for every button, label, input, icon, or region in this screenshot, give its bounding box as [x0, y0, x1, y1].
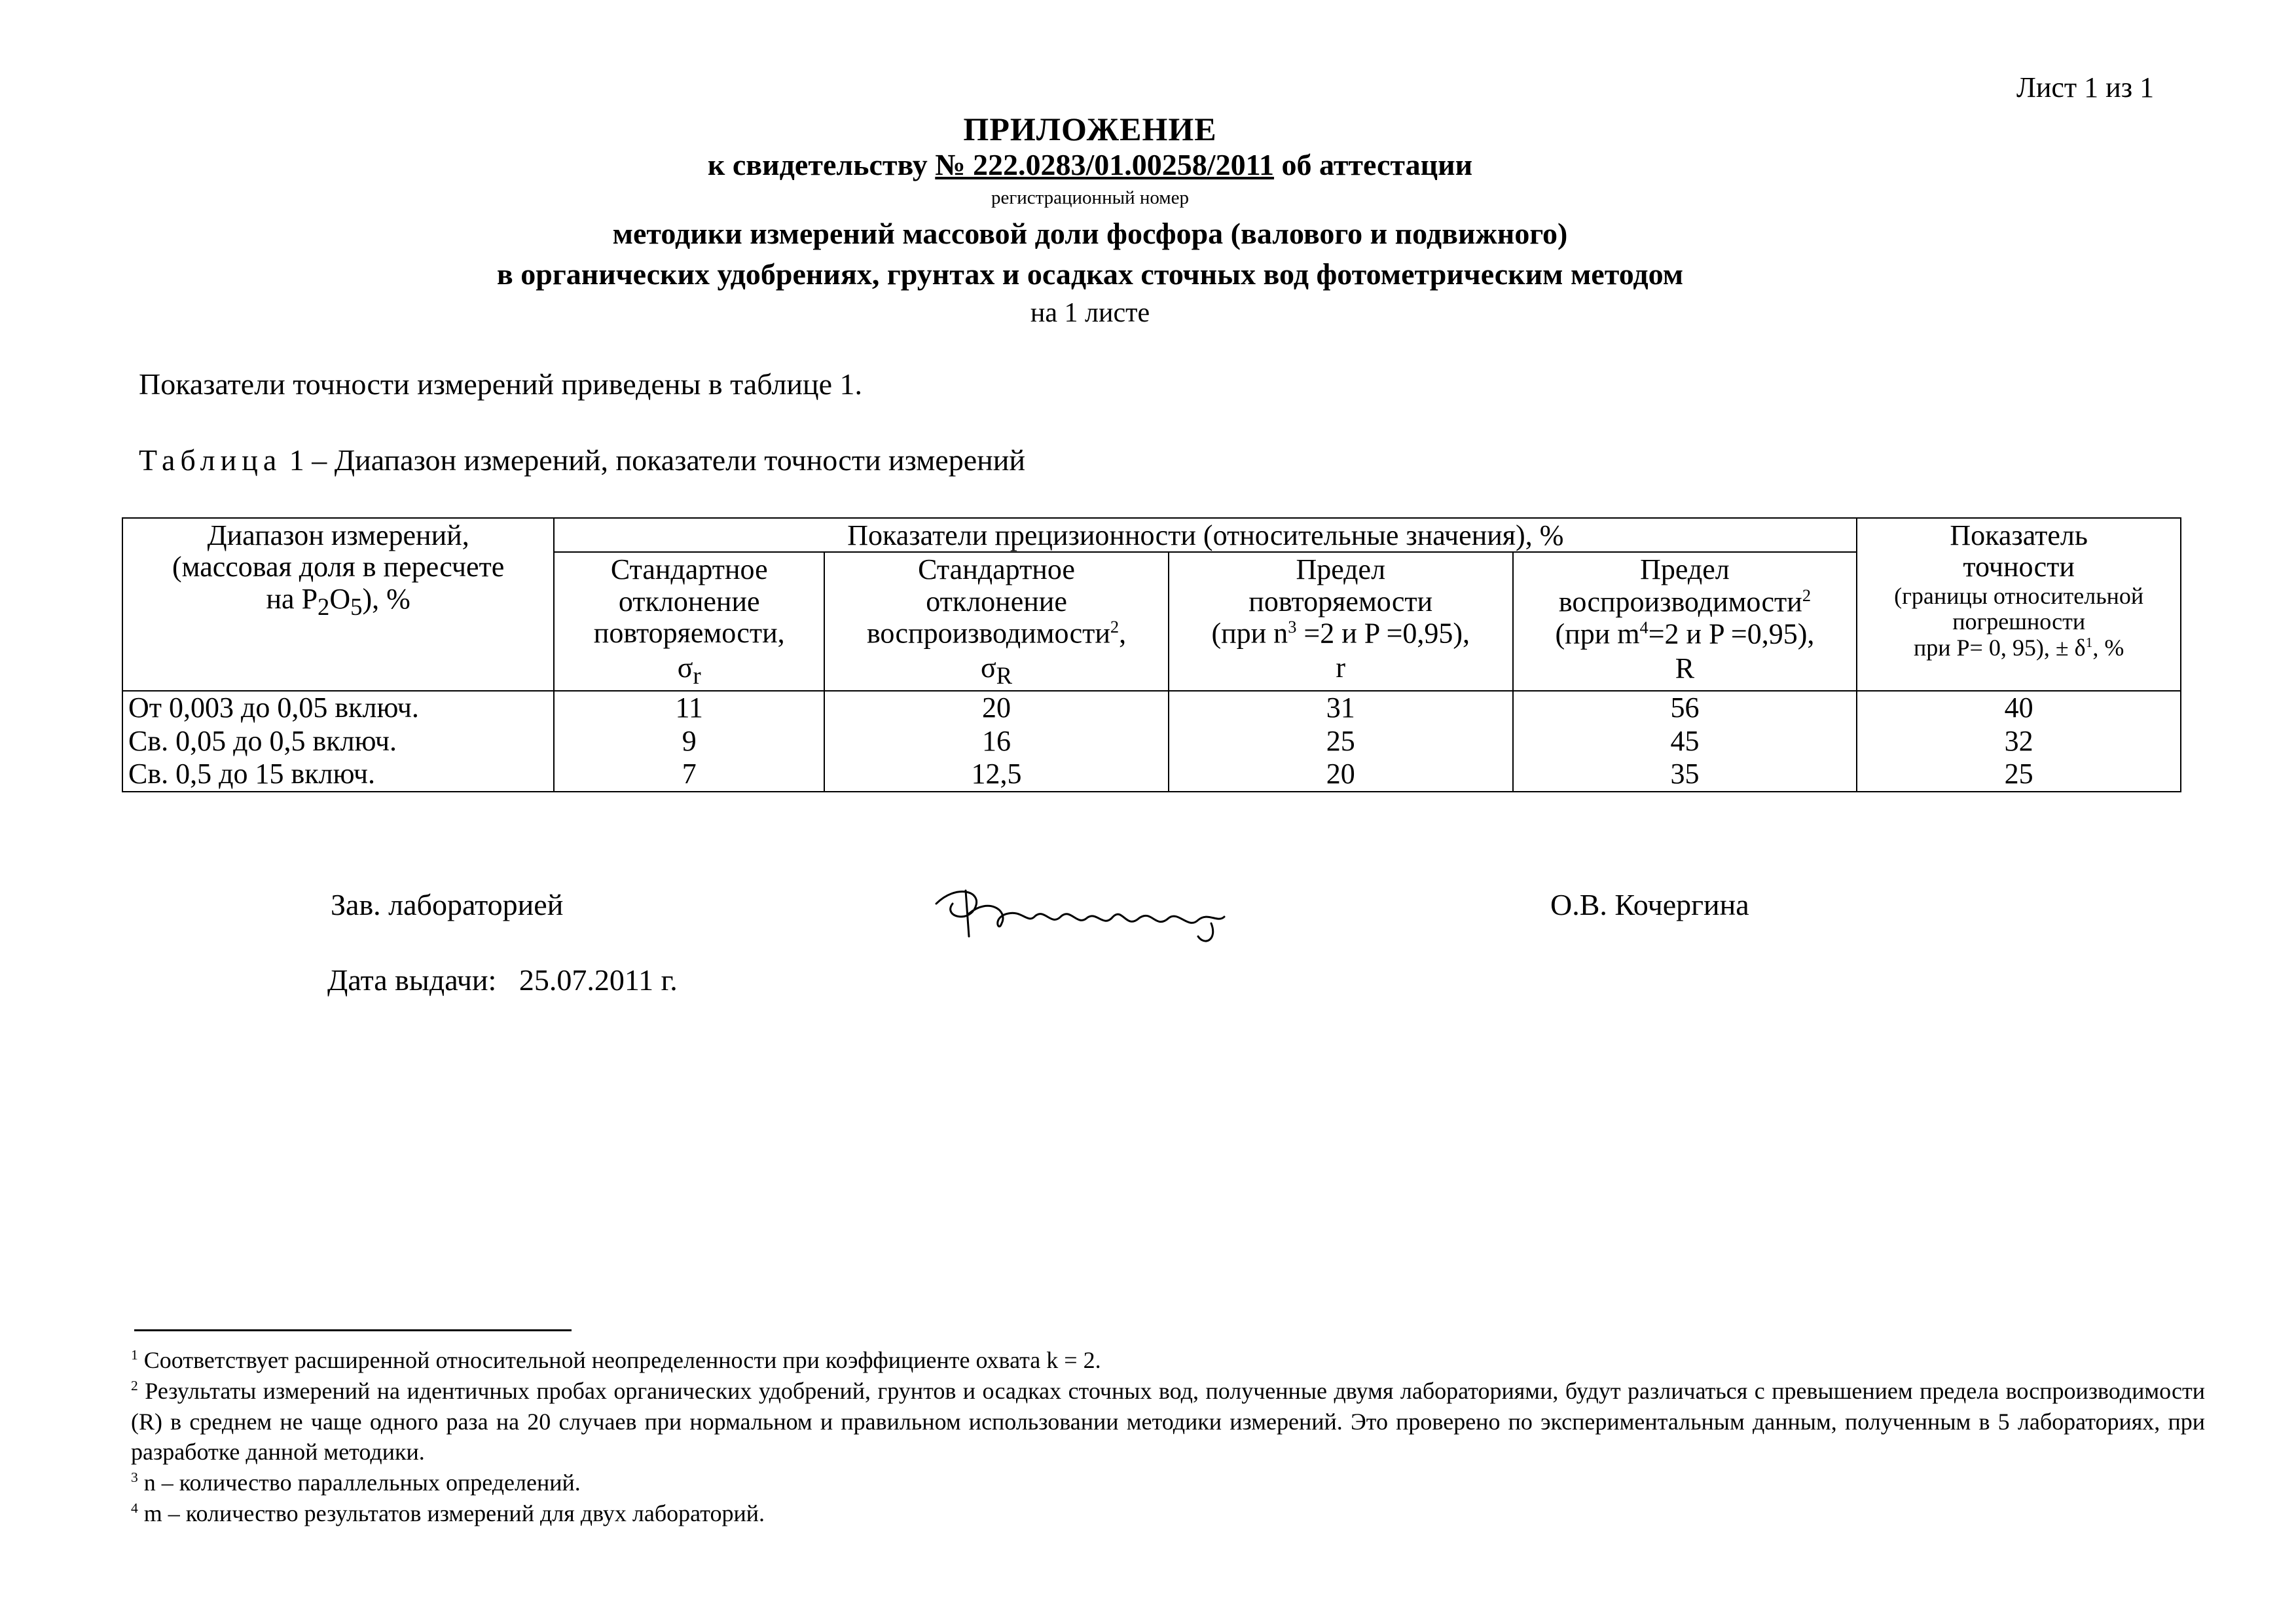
footnotes — [131, 1345, 2205, 1529]
method-title-line-1: методики измерений массовой доли фосфора (валового и подвижного) — [612, 217, 1568, 250]
table-row: От 0,003 до 0,05 включ. 11 20 31 56 40 — [122, 691, 2181, 724]
intro-text: Показатели точности измерений приведены в таблице 1. — [139, 367, 863, 401]
signatory-role: Зав. лабораторией — [331, 888, 564, 921]
footnote-divider — [134, 1329, 572, 1331]
sheet-number: Лист 1 из 1 — [2016, 71, 2155, 103]
issue-date-label: Дата выдачи: — [327, 963, 497, 997]
header-range-line-2: (массовая доля в пересчете — [172, 551, 505, 583]
header-range — [122, 518, 554, 691]
table-caption-text: 1 – Диапазон измерений, показатели точности измерений — [289, 443, 1025, 477]
accuracy-table — [122, 517, 2181, 792]
header-reproducibility-sd: Стандартное отклонение воспроизводимости$^2$, $\sigma_R$ — [824, 552, 1169, 691]
certificate-suffix: об аттестации — [1281, 148, 1473, 181]
header-range-line-3: на $P_2O_5$), % — [266, 582, 410, 620]
footnote-3: $^3$ n – количество параллельных определений. — [131, 1469, 581, 1496]
footnote-1: $^1$ Соответствует расширенной относительной неопределенности при коэффициенте охвата k = 2. — [131, 1347, 1101, 1373]
registration-number-label: регистрационный номер — [991, 187, 1190, 208]
table-caption-word: Таблица — [139, 443, 282, 477]
header-range-line-1: Диапазон измерений, — [207, 519, 469, 551]
header-reproducibility-limit: Предел воспроизводимости$^2$ (при $m^4=2$ и P =0,95), R — [1513, 552, 1857, 691]
table-header-row-1 — [122, 518, 2181, 552]
footnote-4: $^4$ m – количество результатов измерений для двух лабораторий. — [131, 1500, 765, 1526]
certificate-line — [0, 147, 2180, 182]
table-row: Св. 0,05 до 0,5 включ. 9 16 25 45 32 — [122, 725, 2181, 758]
page-title: ПРИЛОЖЕНИЕ — [963, 111, 1217, 147]
handwritten-signature — [930, 877, 1244, 950]
issue-date — [327, 963, 678, 997]
issue-date-value: 25.07.2011 г. — [519, 963, 678, 997]
method-title-line-2: в органических удобрениях, грунтах и осадках сточных вод фотометрическим методом — [496, 257, 1684, 291]
certificate-prefix: к свидетельству — [707, 148, 928, 181]
header-accuracy: Показатель точности (границы относительной погрешности при P= 0, 95), ± $\delta^1$, % — [1857, 518, 2181, 691]
header-precision-group: Показатели прецизионности (относительные значения), % — [554, 518, 1857, 552]
signatory-name: О.В. Кочергина — [1550, 888, 1749, 921]
table-caption — [139, 443, 1025, 477]
sheet-count: на 1 листе — [1030, 298, 1150, 328]
header-repeatability-limit: Предел повторяемости (при $n^3 =2$ и P =0,95), r — [1169, 552, 1513, 691]
certificate-number: № 222.0283/01.00258/2011 — [935, 148, 1275, 181]
header-repeatability-sd: Стандартное отклонение повторяемости, $\sigma_r$ — [554, 552, 824, 691]
table-row: Св. 0,5 до 15 включ. 7 12,5 20 35 25 — [122, 758, 2181, 791]
footnote-2: $^2$ Результаты измерений на идентичных пробах органических удобрений, грунтов и осадках сточных вод, полученные двумя лабораториями, будут различаться с превышением предела воспроизводимости (R) в среднем не чаще одного раза на 20 случаев при нормальном и правильном использовании методики измерений. Это проверено по экспериментальным данным, полученным в 5 лабораториях, при разработке данной методики. — [131, 1377, 2205, 1466]
